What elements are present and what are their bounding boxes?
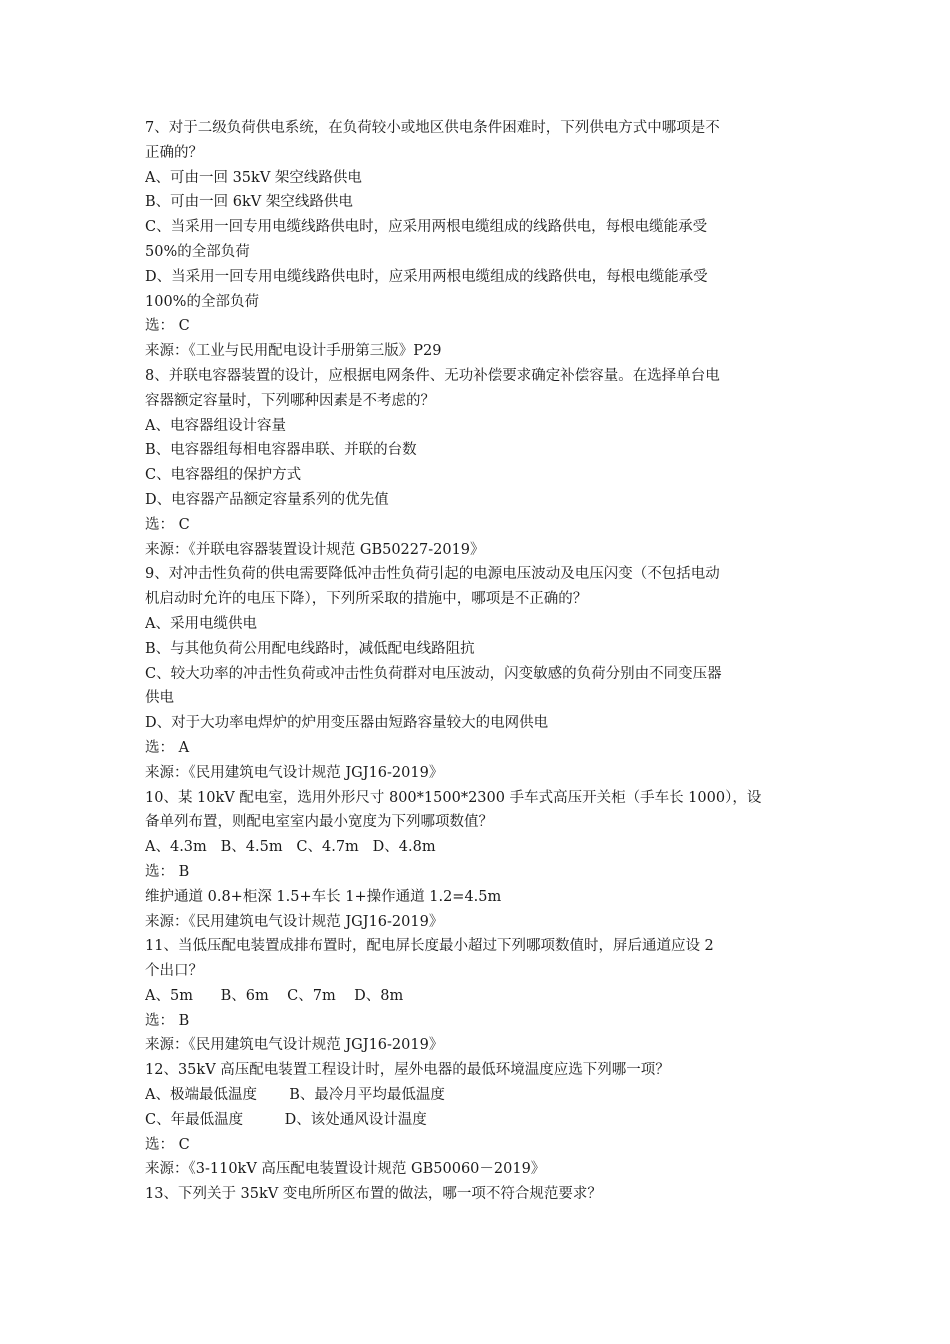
question-8-option-c: C、电容器组的保护方式	[145, 467, 302, 484]
question-10-options: A、4.3m B、4.5m C、4.7m D、4.8m	[145, 839, 436, 856]
question-7-option-b: B、可由一回 6kV 架空线路供电	[145, 194, 353, 211]
question-7-option-c-line-2: 50%的全部负荷	[145, 243, 250, 260]
question-7-answer: 选： C	[145, 318, 190, 335]
question-13-stem: 13、下列关于 35kV 变电所所区布置的做法，哪一项不符合规范要求？	[145, 1186, 602, 1203]
question-8-option-a: A、电容器组设计容量	[145, 417, 286, 434]
question-10-source: 来源：《民用建筑电气设计规范 JGJ16-2019》	[145, 913, 444, 930]
question-7-stem-line-2: 正确的？	[145, 144, 203, 161]
question-9-source: 来源：《民用建筑电气设计规范 JGJ16-2019》	[145, 764, 444, 781]
question-9-option-d: D、对于大功率电焊炉的炉用变压器由短路容量较大的电网供电	[145, 715, 549, 732]
question-11-stem-line-1: 11、当低压配电装置成排布置时，配电屏长度最小超过下列哪项数值时，屏后通道应设 2	[145, 938, 714, 955]
question-9-stem-line-2: 机启动时允许的电压下降），下列所采取的措施中，哪项是不正确的？	[145, 591, 588, 608]
question-8-stem-line-2: 容器额定容量时，下列哪种因素是不考虑的？	[145, 392, 435, 409]
question-9-option-a: A、采用电缆供电	[145, 615, 257, 632]
question-7-option-a: A、可由一回 35kV 架空线路供电	[145, 169, 362, 186]
question-8-option-d: D、电容器产品额定容量系列的优先值	[145, 491, 389, 508]
question-7-option-c-line-1: C、当采用一回专用电缆线路供电时，应采用两根电缆组成的线路供电，每根电缆能承受	[145, 219, 708, 236]
question-9-option-c-line-2: 供电	[145, 690, 174, 707]
question-10-answer: 选： B	[145, 863, 190, 880]
question-9-stem-line-1: 9、对冲击性负荷的供电需要降低冲击性负荷引起的电源电压波动及电压闪变（不包括电动	[145, 566, 720, 583]
question-11-stem-line-2: 个出口？	[145, 963, 203, 980]
question-12-source: 来源：《3-110kV 高压配电装置设计规范 GB50060－2019》	[145, 1161, 546, 1178]
question-7-source: 来源：《工业与民用配电设计手册第三版》P29	[145, 343, 442, 360]
question-10-stem-line-1: 10、某 10kV 配电室，选用外形尺寸 800*1500*2300 手车式高压开关柜（手车长 1000），设	[145, 789, 762, 806]
question-12-stem: 12、35kV 高压配电装置工程设计时，屋外电器的最低环境温度应选下列哪一项？	[145, 1062, 670, 1079]
question-7-stem-line-1: 7、对于二级负荷供电系统，在负荷较小或地区供电条件困难时，下列供电方式中哪项是不	[145, 120, 720, 136]
document-page	[145, 116, 810, 1207]
question-8-option-b: B、电容器组每相电容器串联、并联的台数	[145, 442, 417, 459]
question-12-answer: 选： C	[145, 1136, 190, 1153]
question-10-explanation: 维护通道 0.8+柜深 1.5+车长 1+操作通道 1.2=4.5m	[145, 888, 502, 905]
question-12-options-ab: A、极端最低温度 B、最冷月平均最低温度	[145, 1087, 445, 1104]
question-11-options: A、5m B、6m C、7m D、8m	[145, 987, 404, 1004]
question-8-stem-line-1: 8、并联电容器装置的设计，应根据电网条件、无功补偿要求确定补偿容量。在选择单台电	[145, 367, 720, 384]
question-7-option-d-line-1: D、当采用一回专用电缆线路供电时，应采用两根电缆组成的线路供电，每根电缆能承受	[145, 268, 708, 285]
question-7-option-d-line-2: 100%的全部负荷	[145, 293, 259, 310]
question-11-answer: 选： B	[145, 1012, 190, 1029]
question-10-stem-line-2: 备单列布置，则配电室室内最小宽度为下列哪项数值？	[145, 814, 493, 831]
question-9-option-b: B、与其他负荷公用配电线路时，减低配电线路阻抗	[145, 640, 475, 657]
question-9-option-c-line-1: C、较大功率的冲击性负荷或冲击性负荷群对电压波动，闪变敏感的负荷分别由不同变压器	[145, 665, 722, 682]
question-9-answer: 选： A	[145, 739, 190, 756]
question-11-source: 来源：《民用建筑电气设计规范 JGJ16-2019》	[145, 1037, 444, 1054]
question-12-options-cd: C、年最低温度 D、该处通风设计温度	[145, 1111, 427, 1128]
question-8-answer: 选： C	[145, 516, 190, 533]
question-8-source: 来源：《并联电容器装置设计规范 GB50227-2019》	[145, 541, 485, 558]
